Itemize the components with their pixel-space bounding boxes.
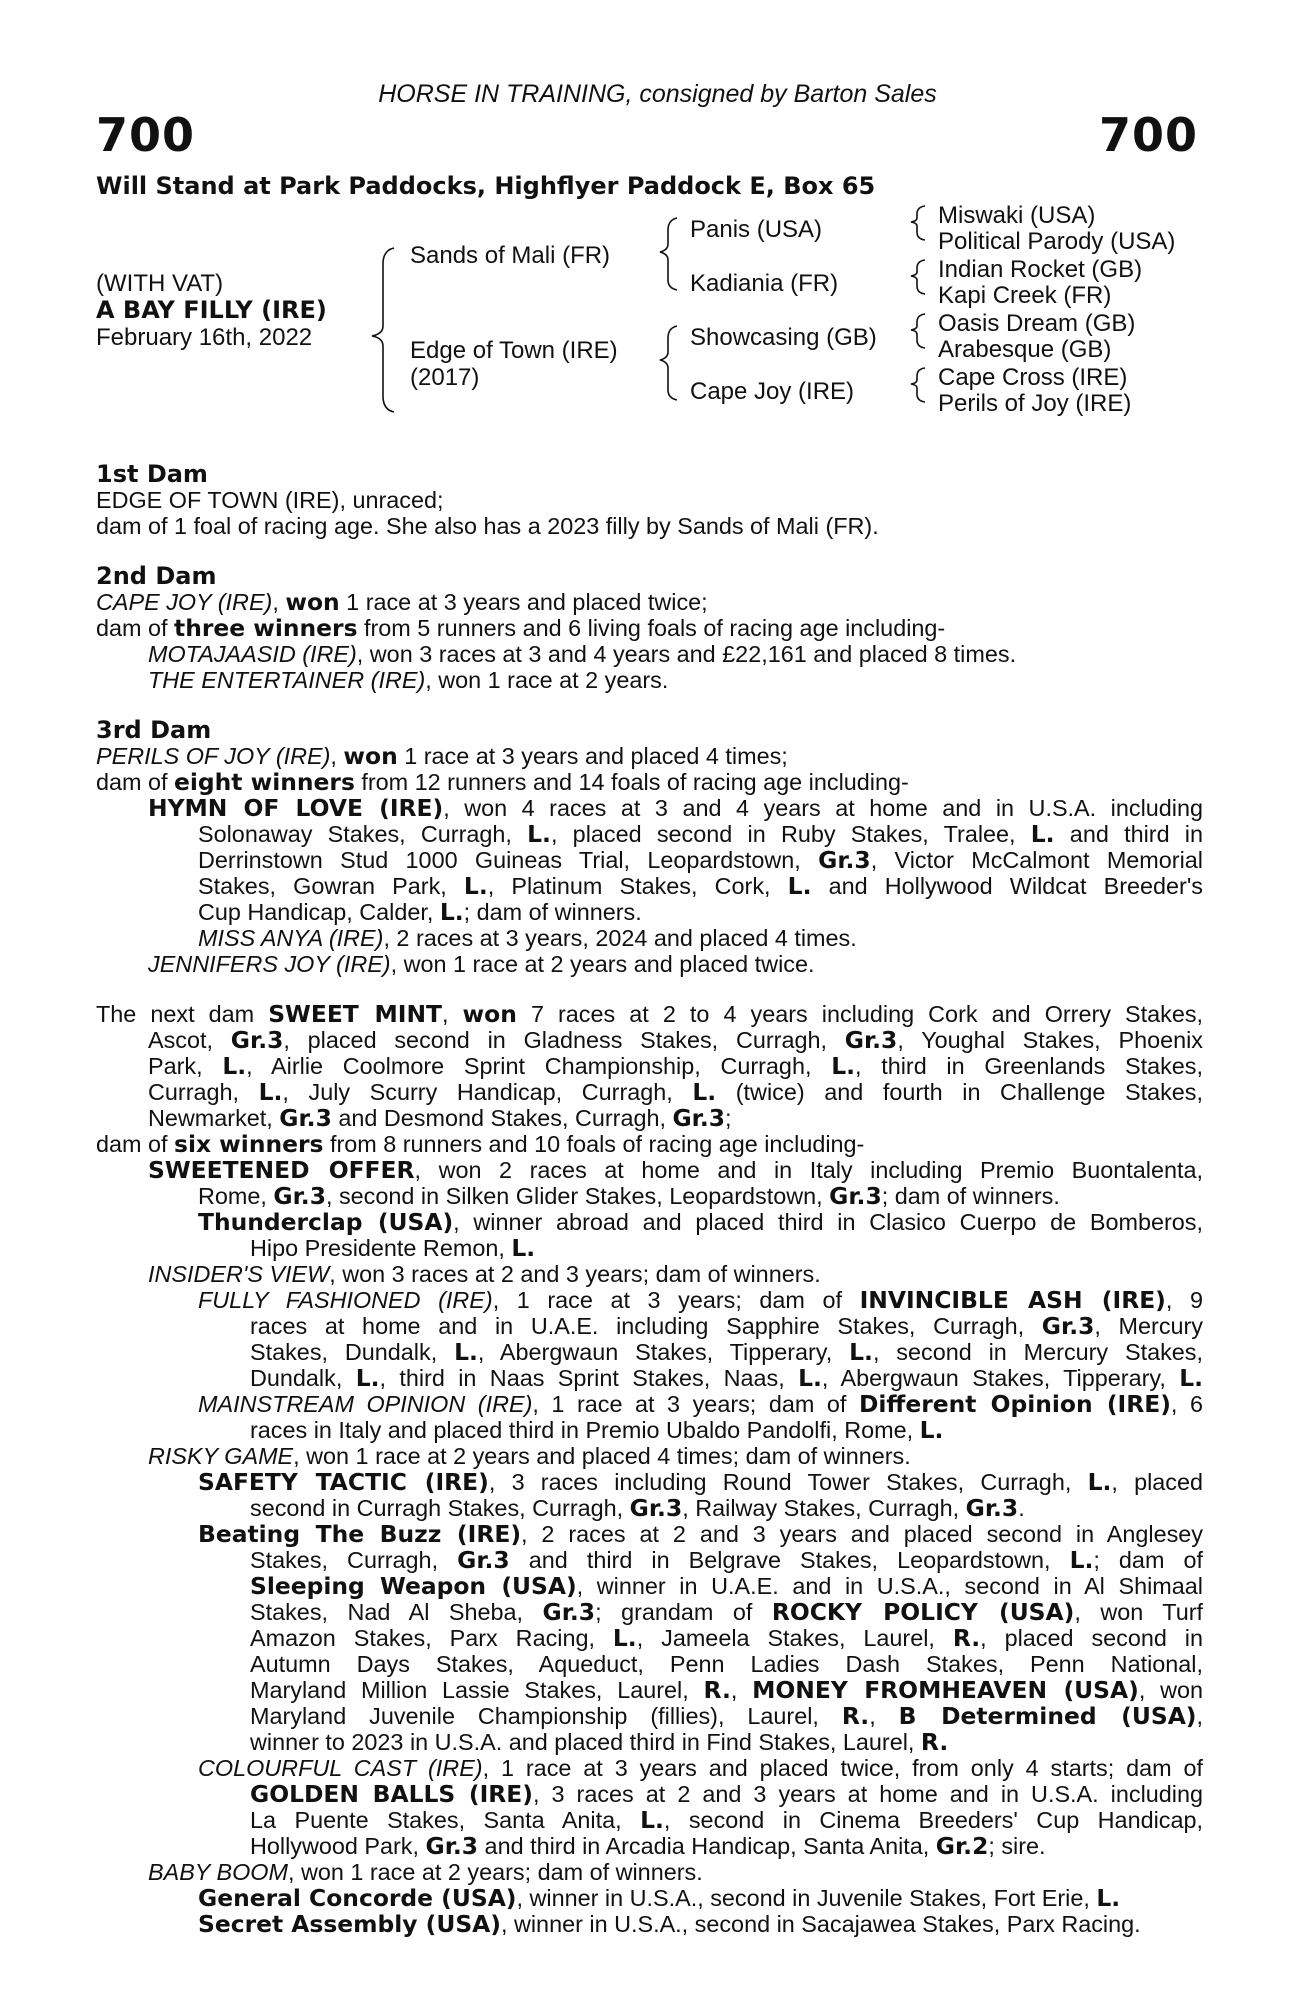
next-dam-progeny: Dundalk, L., third in Naas Sprint Stakes, Naas, L., Abergwaun Stakes, Tipperary, L.: [250, 1364, 1203, 1392]
next-dam-line: The next dam SWEET MINT, won 7 races at 2 to 4 years including Cork and Orrery Stakes,: [96, 1000, 1204, 1028]
third-dam-progeny: Stakes, Gowran Park, L., Platinum Stakes, Cork, L. and Hollywood Wildcat Breeder's: [198, 872, 1204, 900]
first-dam-heading: 1st Dam: [96, 460, 208, 488]
next-dam-progeny: MAINSTREAM OPINION (IRE), 1 race at 3 years; dam of Different Opinion (IRE), 6: [198, 1390, 1203, 1418]
next-dam-line: Ascot, Gr.3, placed second in Gladness Stakes, Curragh, Gr.3, Youghal Stakes, Phoenix: [148, 1026, 1203, 1054]
next-dam-progeny: SWEETENED OFFER, won 2 races at home and in Italy including Premio Buontalenta,: [148, 1156, 1203, 1184]
second-dam-progeny: THE ENTERTAINER (IRE), won 1 race at 2 years.: [148, 667, 669, 693]
next-dam-progeny: second in Curragh Stakes, Curragh, Gr.3, Railway Stakes, Curragh, Gr.3.: [250, 1494, 1025, 1522]
consignment-line: HORSE IN TRAINING, consigned by Barton Sales: [378, 80, 937, 108]
next-dam-line: dam of six winners from 8 runners and 10 foals of racing age including-: [96, 1130, 865, 1158]
next-dam-progeny: Sleeping Weapon (USA), winner in U.A.E. and in U.S.A., second in Al Shimaal: [250, 1572, 1203, 1600]
next-dam-progeny: SAFETY TACTIC (IRE), 3 races including Round Tower Stakes, Curragh, L., placed: [198, 1468, 1204, 1496]
stand-location: Will Stand at Park Paddocks, Highflyer Paddock E, Box 65: [96, 172, 876, 200]
next-dam-progeny: Stakes, Dundalk, L., Abergwaun Stakes, Tipperary, L., second in Mercury Stakes,: [250, 1338, 1204, 1366]
sire-dam: Kadiania (FR): [690, 270, 839, 297]
next-dam-progeny: RISKY GAME, won 1 race at 2 years and placed 4 times; dam of winners.: [148, 1443, 911, 1469]
next-dam-progeny: General Concorde (USA), winner in U.S.A., second in Juvenile Stakes, Fort Erie, L.: [198, 1884, 1121, 1912]
ancestor-8: Perils of Joy (IRE): [938, 390, 1132, 417]
pedigree-brackets: [0, 0, 1315, 420]
first-dam-line: dam of 1 foal of racing age. She also has a 2023 filly by Sands of Mali (FR).: [96, 513, 879, 539]
lot-number-left: 700: [96, 108, 196, 162]
next-dam-progeny: Maryland Juvenile Championship (fillies), Laurel, R., B Determined (USA),: [250, 1702, 1203, 1730]
third-dam-progeny: MISS ANYA (IRE), 2 races at 3 years, 2024 and placed 4 times.: [198, 925, 857, 951]
next-dam-progeny: COLOURFUL CAST (IRE), 1 race at 3 years and placed twice, from only 4 starts; dam of: [198, 1755, 1203, 1781]
third-dam-progeny: HYMN OF LOVE (IRE), won 4 races at 3 and 4 years at home and in U.S.A. including: [148, 794, 1204, 822]
next-dam-line: Newmarket, Gr.3 and Desmond Stakes, Curragh, Gr.3;: [148, 1104, 732, 1132]
next-dam-progeny: Beating The Buzz (IRE), 2 races at 2 and 3 years and placed second in Anglesey: [198, 1520, 1203, 1548]
ancestor-1: Miswaki (USA): [938, 202, 1096, 229]
third-dam-progeny: Derrinstown Stud 1000 Guineas Trial, Leopardstown, Gr.3, Victor McCalmont Memorial: [198, 846, 1203, 874]
ancestor-6: Arabesque (GB): [938, 336, 1112, 363]
next-dam-progeny: Hipo Presidente Remon, L.: [250, 1234, 536, 1262]
next-dam-line: Curragh, L., July Scurry Handicap, Curragh, L. (twice) and fourth in Challenge Stakes,: [148, 1078, 1203, 1106]
next-dam-progeny: Stakes, Curragh, Gr.3 and third in Belgrave Stakes, Leopardstown, L.; dam of: [250, 1546, 1203, 1574]
third-dam-heading: 3rd Dam: [96, 716, 212, 744]
next-dam-progeny: Autumn Days Stakes, Aqueduct, Penn Ladies Dash Stakes, Penn National,: [250, 1651, 1203, 1677]
next-dam-progeny: Amazon Stakes, Parx Racing, L., Jameela Stakes, Laurel, R., placed second in: [250, 1624, 1203, 1652]
next-dam-progeny: Hollywood Park, Gr.3 and third in Arcadia Handicap, Santa Anita, Gr.2; sire.: [250, 1832, 1046, 1860]
third-dam-line: PERILS OF JOY (IRE), won 1 race at 3 years and placed 4 times;: [96, 742, 788, 770]
next-dam-progeny: BABY BOOM, won 1 race at 2 years; dam of winners.: [148, 1859, 703, 1885]
next-dam-progeny: Stakes, Nad Al Sheba, Gr.3; grandam of ROCKY POLICY (USA), won Turf: [250, 1598, 1204, 1626]
ancestor-3: Indian Rocket (GB): [938, 256, 1143, 283]
next-dam-progeny: Maryland Million Lassie Stakes, Laurel, R., MONEY FROMHEAVEN (USA), won: [250, 1676, 1203, 1704]
next-dam-progeny: GOLDEN BALLS (IRE), 3 races at 2 and 3 years at home and in U.S.A. including: [250, 1780, 1204, 1808]
dam: Edge of Town (IRE): [410, 337, 618, 364]
second-dam-line: dam of three winners from 5 runners and 6 living foals of racing age including-: [96, 614, 946, 642]
second-dam-line: CAPE JOY (IRE), won 1 race at 3 years and placed twice;: [96, 588, 708, 616]
second-dam-heading: 2nd Dam: [96, 562, 217, 590]
ancestor-4: Kapi Creek (FR): [938, 282, 1112, 309]
third-dam-progeny: JENNIFERS JOY (IRE), won 1 race at 2 years and placed twice.: [148, 951, 815, 977]
horse-name: A BAY FILLY (IRE): [96, 296, 327, 324]
next-dam-progeny: races in Italy and placed third in Premio Ubaldo Pandolfi, Rome, L.: [250, 1416, 944, 1444]
sire: Sands of Mali (FR): [410, 242, 611, 269]
next-dam-progeny: races at home and in U.A.E. including Sapphire Stakes, Curragh, Gr.3, Mercury: [250, 1312, 1204, 1340]
second-dam-progeny: MOTAJAASID (IRE), won 3 races at 3 and 4 years and £22,161 and placed 8 times.: [148, 641, 1017, 667]
first-dam-line: EDGE OF TOWN (IRE), unraced;: [96, 487, 444, 513]
next-dam-progeny: Rome, Gr.3, second in Silken Glider Stakes, Leopardstown, Gr.3; dam of winners.: [198, 1182, 1060, 1210]
third-dam-progeny: Cup Handicap, Calder, L.; dam of winners.: [198, 898, 642, 926]
foaling-date: February 16th, 2022: [96, 324, 313, 351]
next-dam-line: Park, L., Airlie Coolmore Sprint Championship, Curragh, L., third in Greenlands Stakes,: [148, 1052, 1204, 1080]
next-dam-progeny: Thunderclap (USA), winner abroad and placed third in Clasico Cuerpo de Bomberos,: [198, 1208, 1203, 1236]
sire-sire: Panis (USA): [690, 216, 823, 243]
third-dam-line: dam of eight winners from 12 runners and 14 foals of racing age including-: [96, 768, 909, 796]
third-dam-progeny: Solonaway Stakes, Curragh, L., placed second in Ruby Stakes, Tralee, L. and third in: [198, 820, 1204, 848]
next-dam-progeny: winner to 2023 in U.S.A. and placed third in Find Stakes, Laurel, R.: [250, 1728, 949, 1756]
next-dam-progeny: Secret Assembly (USA), winner in U.S.A., second in Sacajawea Stakes, Parx Racing.: [198, 1910, 1141, 1938]
lot-number-right: 700: [1098, 108, 1198, 162]
vat-note: (WITH VAT): [96, 270, 224, 297]
next-dam-progeny: La Puente Stakes, Santa Anita, L., second in Cinema Breeders' Cup Handicap,: [250, 1806, 1203, 1834]
next-dam-progeny: FULLY FASHIONED (IRE), 1 race at 3 years; dam of INVINCIBLE ASH (IRE), 9: [198, 1286, 1203, 1314]
ancestor-2: Political Parody (USA): [938, 228, 1176, 255]
ancestor-5: Oasis Dream (GB): [938, 310, 1136, 337]
next-dam-progeny: INSIDER'S VIEW, won 3 races at 2 and 3 years; dam of winners.: [148, 1261, 821, 1287]
dam-sire: Showcasing (GB): [690, 324, 877, 351]
dam-year: (2017): [410, 364, 480, 391]
ancestor-7: Cape Cross (IRE): [938, 364, 1128, 391]
dam-dam: Cape Joy (IRE): [690, 378, 855, 405]
